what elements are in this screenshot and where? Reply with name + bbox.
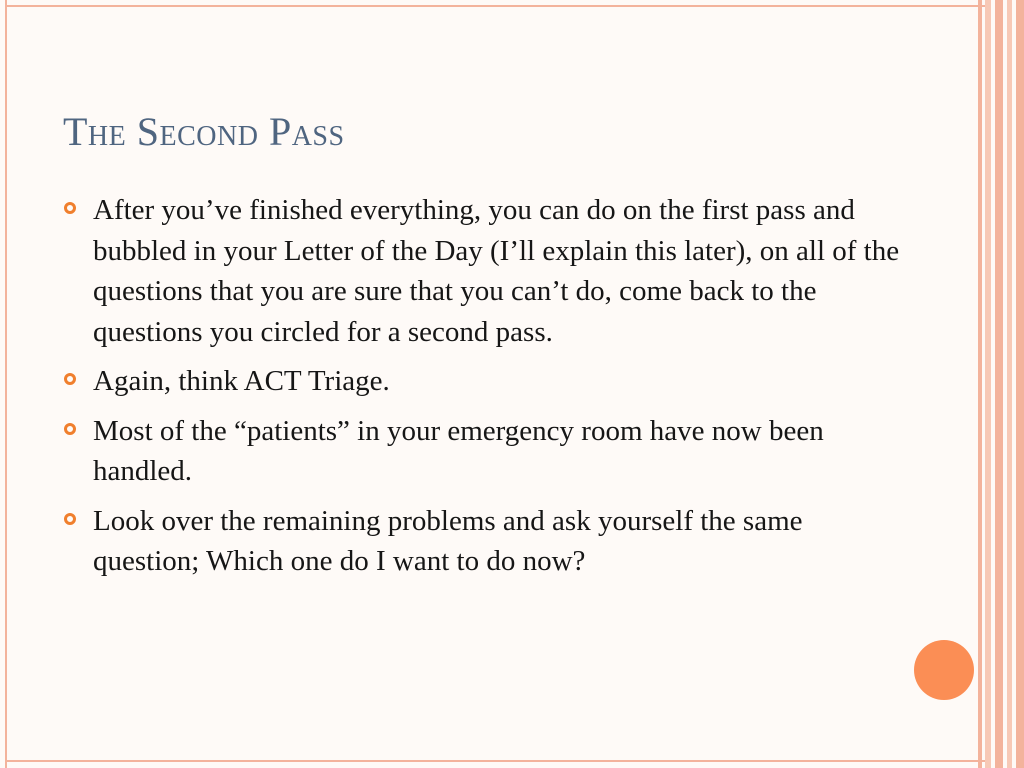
decorative-stripe [985, 0, 991, 768]
frame-line-left [5, 0, 7, 768]
ring-bullet-icon [64, 513, 76, 525]
frame-line-bottom [5, 760, 985, 762]
frame-line-top [5, 5, 985, 7]
slide-title: The Second Pass [63, 109, 345, 154]
bullet-text: Again, think ACT Triage. [93, 365, 390, 397]
bullet-text: After you’ve finished everything, you can do on the first pass and bubbled in your Letter of the Day (I’ll explain this later), on all of the questions that you are sure that you can’t do, come back to the questions you circled for a second pass. [93, 194, 900, 348]
decorative-circle [914, 640, 974, 700]
bullet-item [64, 361, 914, 402]
decorative-stripe [995, 0, 1003, 768]
bullet-list [64, 190, 914, 591]
decorative-stripe [978, 0, 982, 768]
bullet-item [64, 501, 914, 582]
bullet-text: Look over the remaining problems and ask yourself the same question; Which one do I want to do now? [93, 504, 803, 577]
ring-bullet-icon [64, 373, 76, 385]
decorative-stripe [1016, 0, 1024, 768]
bullet-item [64, 411, 914, 492]
decorative-stripe [1007, 0, 1012, 768]
bullet-text: Most of the “patients” in your emergency room have now been handled. [93, 414, 824, 487]
ring-bullet-icon [64, 202, 76, 214]
bullet-item [64, 190, 914, 352]
ring-bullet-icon [64, 423, 76, 435]
